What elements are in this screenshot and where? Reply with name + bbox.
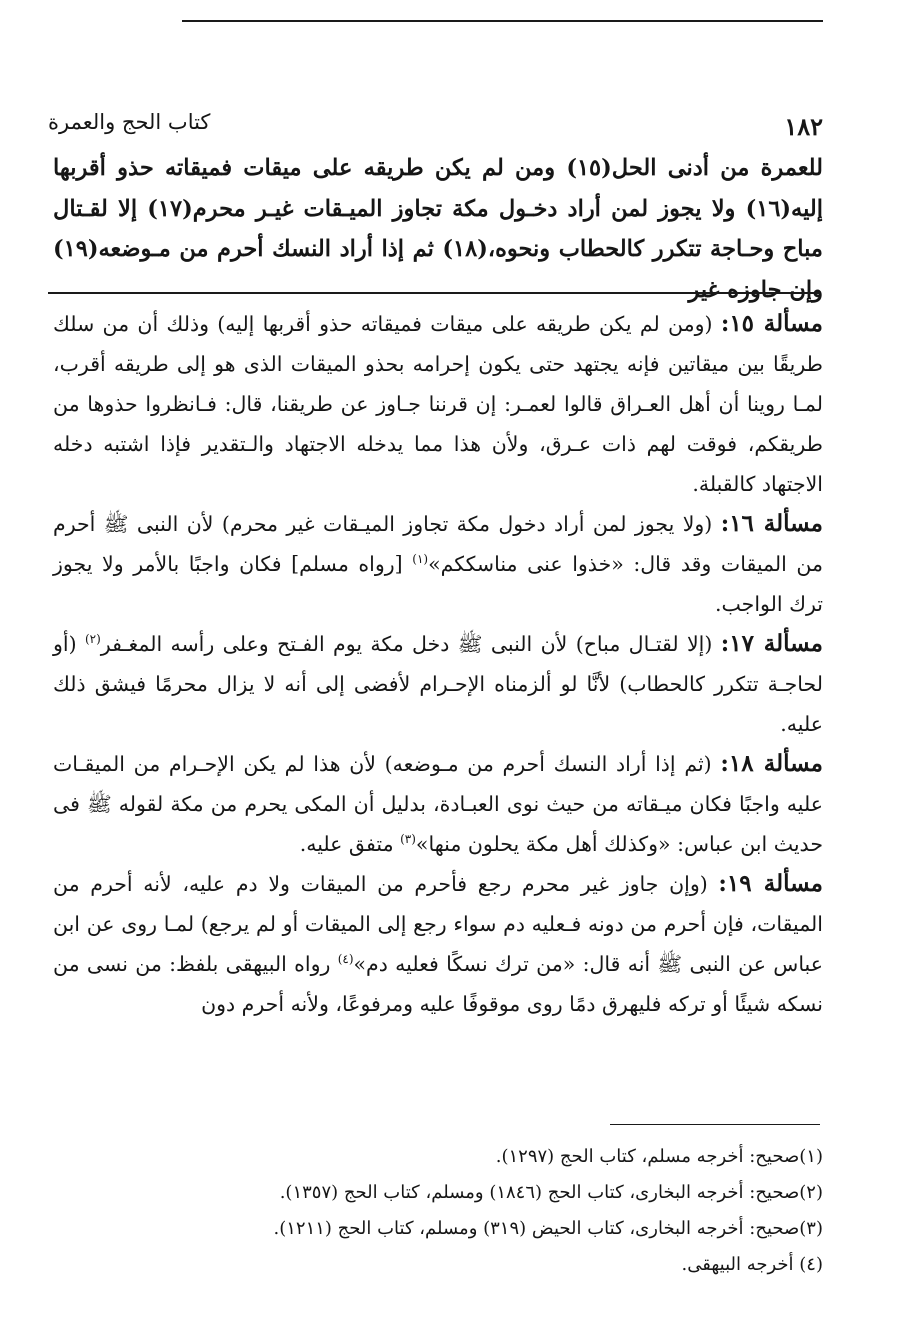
masala-17 [53, 624, 823, 744]
footnote-2: (٢)صحيح: أخرجه البخارى، كتاب الحج (١٨٤٦) ومسلم، كتاب الحج (١٣٥٧). [279, 1182, 823, 1203]
main-text [53, 148, 823, 310]
section-divider [48, 292, 820, 294]
masala-title: مسألة ١٦: [720, 510, 823, 537]
footnote-1: (١)صحيح: أخرجه مسلم، كتاب الحج (١٢٩٧). [495, 1146, 823, 1167]
masala-19 [53, 864, 823, 1024]
masala-title: مسألة ١٥: [720, 310, 823, 337]
masala-16 [53, 504, 823, 624]
page-header [48, 106, 823, 146]
page-number: ١٨٢ [784, 112, 823, 141]
footnote-3: (٣)صحيح: أخرجه البخارى، كتاب الحيض (٣١٩) ومسلم، كتاب الحج (١٢١١). [273, 1218, 823, 1239]
footnote-ref: (١) [412, 552, 429, 567]
header-rule [182, 20, 823, 22]
footnote-ref: (٢) [84, 632, 101, 647]
masala-text: (ولا يجوز لمن أراد دخول مكة تجاوز الميـقات غير محرم) لأن النبى ﷺ أحرم من الميقات وقد قال: «خذوا عنى مناسككم» [53, 512, 823, 576]
footnote-ref: (٤) [337, 952, 354, 967]
footnote-ref: (٣) [400, 832, 416, 847]
footnotes [53, 1139, 823, 1283]
masala-text: (ومن لم يكن طريقه على ميقات فميقاته حذو أقربها إليه) وذلك أن من سلك طريقًا بين ميقاتين فإنه يجتهد حتى يكون إحرامه بحذو الميقات الذى هو إلى طريقه أقرب، لمـا روينا أن أهل العـراق قالوا لعمـر: إن قرننا جـاوز عن طريقنا، قال: فـانظروا حذوها من طريقكم، فوقت لهم ذات عـرق، ولأن هذا مما يدخله الاجتهاد والـتقدير فإذا اشتبه دخله الاجتهاد كالقبلة. [53, 312, 823, 496]
masala-text: (ثم إذا أراد النسك أحرم من مـوضعه) لأن هذا لم يكن الإحـرام من الميقـات عليه واجبًا فكان ميـقاته من حيث نوى العبـادة، بدليل أن المكى يحرم من مكة لقوله ﷺ فى حديث ابن عباس: «وكذلك أهل مكة يحلون منها» [53, 752, 823, 856]
masala-15 [53, 304, 823, 504]
masala-18 [53, 744, 823, 864]
masala-text: (إلا لقتـال مباح) لأن النبى ﷺ دخل مكة يوم الفـتح وعلى رأسه المغـفر [100, 632, 713, 656]
masala-text-continued: متفق عليه. [299, 832, 401, 856]
masala-title: مسألة ١٩: [718, 870, 823, 897]
masala-title: مسألة ١٨: [720, 750, 823, 777]
main-text-paragraph: للعمرة من أدنى الحل(١٥) ومن لم يكن طريقه على ميقات فميقاته حذو أقربها إليه(١٦) ولا يجوز لمن أراد دخـول مكة تجاوز الميـقات غيـر محرم(١٧) إلا لقـتال مباح وحـاجة تتكرر كالحطاب ونحوه،(١٨) ثم إذا أراد النسك أحرم من مـوضعه(١٩) وإن جاوزه غير [53, 155, 824, 303]
masala-text-continued: (أو لحاجـة تتكرر كالحطاب) لأنَّا لو ألزمناه الإحـرام لأفضى إلى أنه لا يزال محرمًا فيشق ذلك عليه. [53, 632, 823, 736]
masala-title: مسألة ١٧: [720, 630, 823, 657]
commentary-section [53, 304, 823, 1024]
masala-text-continued: [رواه مسلم] فكان واجبًا بالأمر ولا يجوز ترك الواجب. [53, 552, 823, 616]
footnote-rule [610, 1124, 820, 1125]
masala-text: (وإن جاوز غير محرم رجع فأحرم من الميقات ولا دم عليه، لأنه أحرم من الميقات، فإن أحرم من دونه فـعليه دم سواء رجع إلى الميقات أو لم يرجع) لمـا روى عن ابن عباس عن النبى ﷺ أنه قال: «من ترك نسكًا فعليه دم» [53, 872, 823, 976]
footnote-4: (٤) أخرجه البيهقى. [681, 1254, 823, 1275]
masala-text-continued: رواه البيهقى بلفظ: من نسى من نسكه شيئًا أو تركه فليهرق دمًا روى موقوفًا عليه ومرفوعًا، ولأنه أحرم دون [53, 952, 823, 1016]
book-title: كتاب الحج والعمرة [48, 110, 211, 134]
